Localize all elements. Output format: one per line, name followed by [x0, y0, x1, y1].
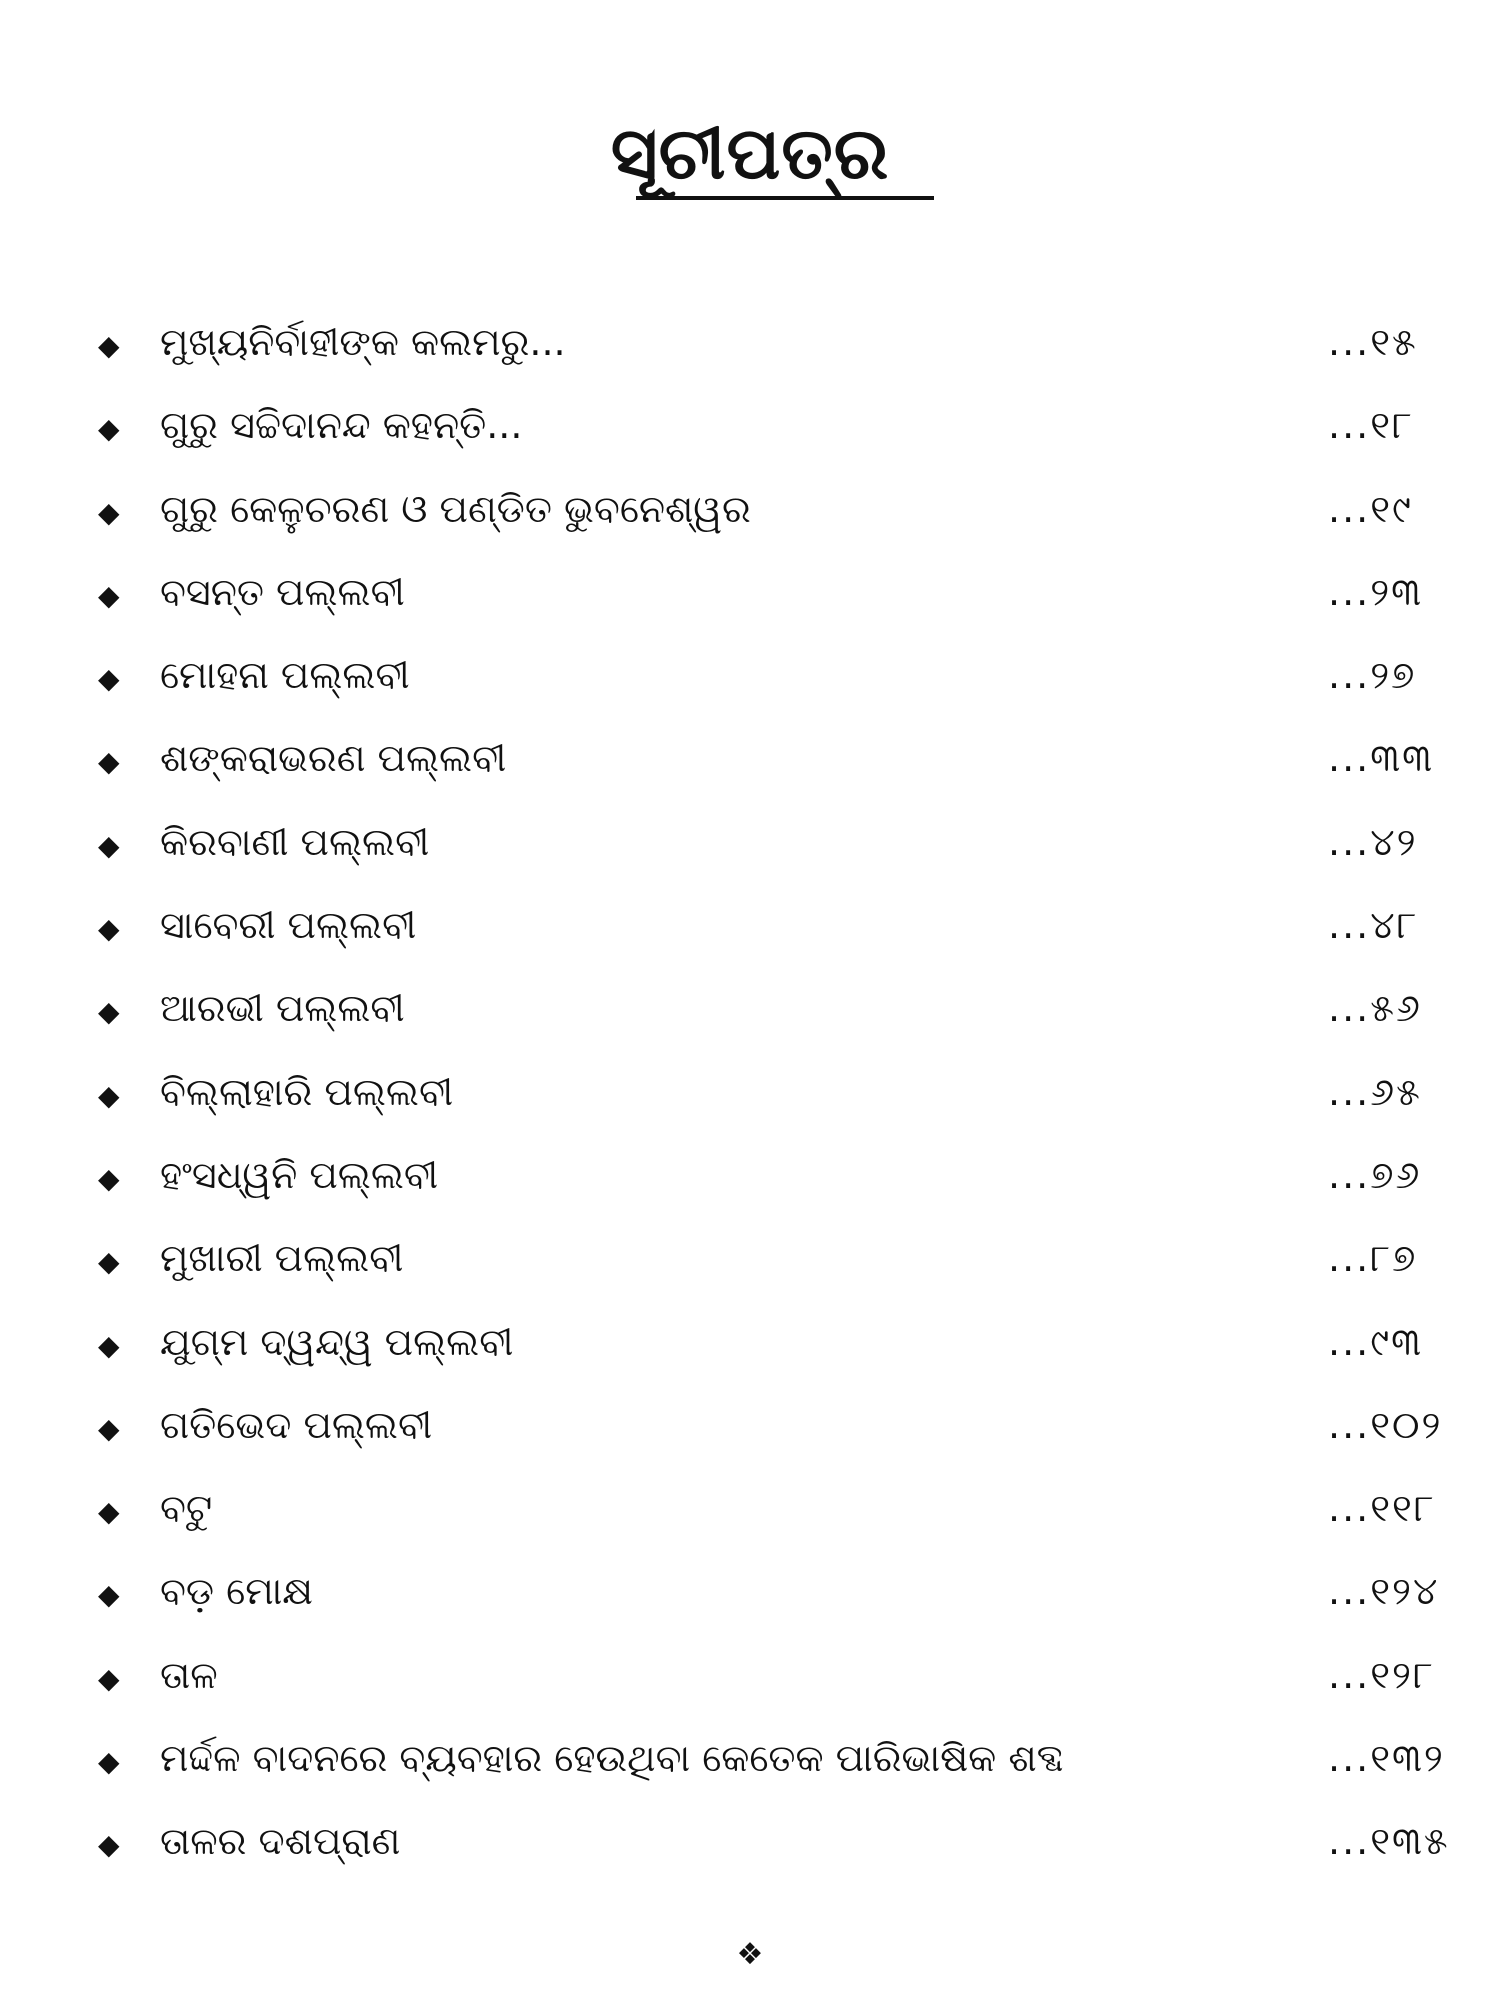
toc-entry-title: ଶଙ୍କରାଭରଣ ପଲ୍ଲବୀ — [160, 736, 507, 781]
toc-entry-title: କିରବାଣୀ ପଲ୍ଲବୀ — [160, 819, 430, 864]
toc-entry-page: ...୧୩୨ — [1328, 1736, 1445, 1781]
toc-entry-page: ...୧୮ — [1328, 403, 1414, 448]
toc-entry-title: ବସନ୍ତ ପଲ୍ଲବୀ — [160, 569, 405, 614]
toc-entry-page: ...୭୬ — [1328, 1152, 1422, 1197]
toc-entry-page: ...୯୩ — [1328, 1319, 1423, 1364]
toc-entry-title: ତାଳର ଦଶପ୍ରାଣ — [160, 1819, 401, 1864]
toc-entry[interactable] — [0, 562, 1500, 645]
toc-entry[interactable] — [0, 1062, 1500, 1145]
toc-entry[interactable] — [0, 1561, 1500, 1644]
toc-entry-page: ...୧୯ — [1328, 486, 1413, 531]
diamond-bullet-icon: ◆ — [98, 495, 120, 529]
diamond-bullet-icon: ◆ — [98, 1411, 120, 1445]
diamond-bullet-icon: ◆ — [98, 1578, 120, 1612]
page-title: ସୂଚୀପତ୍ର — [610, 111, 890, 195]
diamond-bullet-icon: ◆ — [98, 329, 120, 362]
toc-entry-title: ମର୍ଦ୍ଦଳ ବାଦନରେ ବ୍ୟବହାର ହେଉଥିବା କେତେକ ପାରିଭାଷିକ ଶବ୍ଦ — [160, 1736, 1064, 1781]
toc-entry-title: ଗତିଭେଦ ପଲ୍ଲବୀ — [160, 1402, 433, 1447]
toc-entry-title: ବିଲ୍ଲାହାରି ପଲ୍ଲବୀ — [160, 1069, 454, 1114]
toc-entry[interactable] — [0, 1228, 1500, 1311]
toc-entry[interactable] — [0, 1312, 1500, 1395]
toc-entry[interactable] — [0, 728, 1500, 811]
toc-entry-title: ମୁଖ୍ୟନିର୍ବାହୀଙ୍କ କଲମରୁ... — [160, 320, 566, 364]
diamond-bullet-icon: ◆ — [98, 1245, 120, 1279]
toc-entry-title: ବଡ଼ ମୋକ୍ଷ — [160, 1569, 313, 1614]
toc-entry-title: ହଂସଧ୍ୱନି ପଲ୍ଲବୀ — [160, 1152, 439, 1197]
toc-entry[interactable] — [0, 1811, 1500, 1894]
toc-entry[interactable] — [0, 1478, 1500, 1561]
toc-entry[interactable] — [0, 1645, 1500, 1728]
toc-entry-page: ...୧୨୮ — [1328, 1652, 1435, 1697]
toc-entry-title: ତାଳ — [160, 1652, 218, 1697]
toc-entry-page: ...୧୧୮ — [1328, 1486, 1436, 1531]
footer-ornament-icon: ❖ — [736, 1937, 764, 1972]
toc-entry[interactable] — [0, 812, 1500, 895]
diamond-bullet-icon: ◆ — [98, 1495, 120, 1529]
toc-entry[interactable] — [0, 1145, 1500, 1228]
toc-entry-page: ...୫୬ — [1328, 986, 1422, 1031]
diamond-bullet-icon: ◆ — [98, 662, 120, 696]
toc-entry-page: ...୧୫ — [1328, 320, 1418, 364]
toc-entry-page: ...୮୭ — [1328, 1236, 1418, 1281]
toc-entry-title: ବଟୁ — [160, 1486, 213, 1531]
title-block — [0, 110, 1500, 202]
toc-entry-page: ...୪୨ — [1328, 819, 1418, 864]
diamond-bullet-icon: ◆ — [98, 1078, 120, 1112]
toc-entry-title: ଗୁରୁ କେଳୁଚରଣ ଓ ପଣ୍ଡିତ ଭୁବନେଶ୍ୱର — [160, 486, 751, 531]
diamond-bullet-icon: ◆ — [98, 995, 120, 1029]
diamond-bullet-icon: ◆ — [98, 1328, 120, 1362]
toc-entry-page: ...୧୨୪ — [1328, 1569, 1440, 1614]
toc-entry[interactable] — [0, 479, 1500, 562]
toc-entry-page: ...୨୩ — [1328, 569, 1424, 614]
diamond-bullet-icon: ◆ — [98, 1661, 120, 1695]
toc-entry-page: ...୪୮ — [1328, 903, 1419, 948]
toc-entry-title: ସାବେରୀ ପଲ୍ଲବୀ — [160, 903, 417, 948]
diamond-bullet-icon: ◆ — [98, 412, 120, 446]
toc-entry-title: ଯୁଗ୍ମ ଦ୍ୱନ୍ଦ୍ୱ ପଲ୍ଲବୀ — [160, 1319, 514, 1364]
toc-entry[interactable] — [0, 978, 1500, 1061]
toc-entry-page: ...୩୩ — [1328, 736, 1434, 781]
toc-entry[interactable] — [0, 312, 1500, 395]
toc-entry-page: ...୧୦୨ — [1328, 1402, 1443, 1447]
diamond-bullet-icon: ◆ — [98, 912, 120, 946]
diamond-bullet-icon: ◆ — [98, 745, 120, 779]
toc-entry-page: ...୬୫ — [1328, 1069, 1422, 1114]
title-underline — [636, 196, 934, 200]
toc-entry[interactable] — [0, 1395, 1500, 1478]
toc-entry[interactable] — [0, 395, 1500, 478]
diamond-bullet-icon: ◆ — [98, 1161, 120, 1195]
toc-entry-page: ...୧୩୫ — [1328, 1819, 1450, 1864]
toc-entry-page: ...୨୭ — [1328, 653, 1417, 698]
diamond-bullet-icon: ◆ — [98, 828, 120, 862]
diamond-bullet-icon: ◆ — [98, 1828, 120, 1862]
diamond-bullet-icon: ◆ — [98, 1745, 120, 1779]
toc-entry-title: ମୁଖାରୀ ପଲ୍ଲବୀ — [160, 1236, 404, 1281]
table-of-contents — [0, 312, 1500, 1895]
diamond-bullet-icon: ◆ — [98, 578, 120, 612]
toc-entry[interactable] — [0, 1728, 1500, 1811]
toc-entry[interactable] — [0, 895, 1500, 978]
toc-entry-title: ଆରଭୀ ପଲ୍ଲବୀ — [160, 986, 405, 1031]
toc-entry-title: ମୋହନା ପଲ୍ଲବୀ — [160, 653, 410, 698]
toc-entry-title: ଗୁରୁ ସଚ୍ଚିଦାନନ୍ଦ କହନ୍ତି... — [160, 403, 523, 448]
toc-entry[interactable] — [0, 645, 1500, 728]
